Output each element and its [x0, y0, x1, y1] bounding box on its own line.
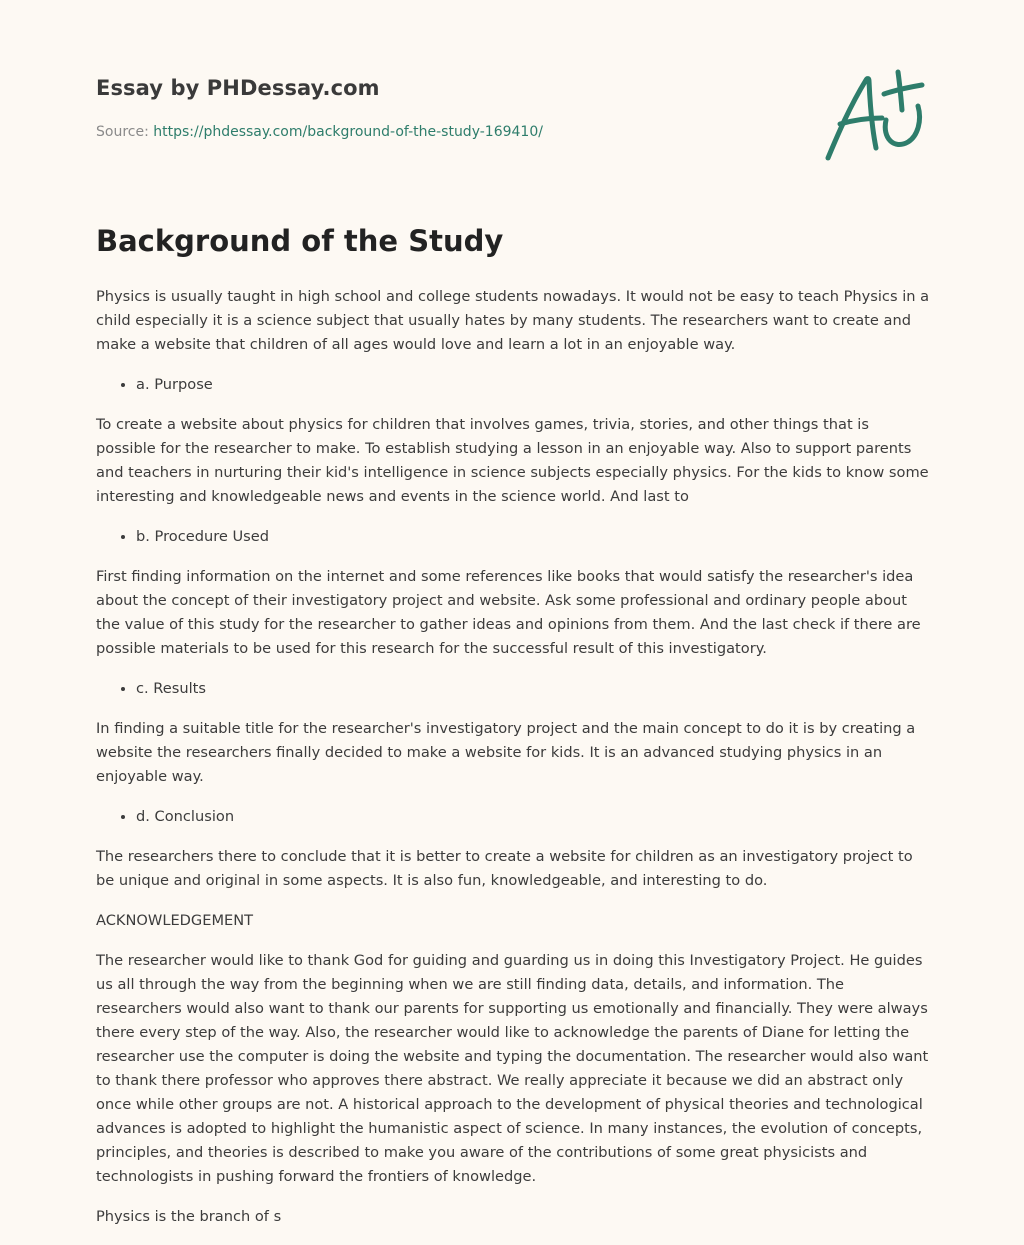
bullet-list	[96, 525, 932, 549]
source-link[interactable]: https://phdessay.com/background-of-the-study-169410/	[153, 124, 543, 140]
list-item: • a. Purpose	[136, 373, 932, 397]
paragraph: First finding information on the internet and some references like books that would satisfy the researcher's idea about the concept of their investigatory project and website. Ask some professional and ordinary people about the value of this study for the researcher to gather ideas and opinions from them. And the last check if there are possible materials to be used for this research for the successful result of this investigatory.	[96, 568, 921, 657]
paragraph: Physics is usually taught in high school and college students nowadays. It would not be easy to teach Physics in a child especially it is a science subject that usually hates by many students. The researchers want to create and make a website that children of all ages would love and learn a lot in an enjoyable way.	[96, 288, 930, 353]
paragraph: The researcher would like to thank God for guiding and guarding us in doing this Investigatory Project. He guides us all through the way from the beginning when we are still finding data, details, and information. The researchers would also want to thank our parents for supporting us emotionally and financially. They were always there every step of the way. Also, the researcher would like to acknowledge the parents of Diane for letting the researcher use the computer is doing the website and typing the documentation. The researcher would also want to thank there professor who approves there abstract. We really appreciate it because we did an abstract only once while other groups are not. A historical approach to the development of physical theories and technological advances is adopted to highlight the humanistic aspect of science. In many instances, the evolution of concepts, principles, and theories is described to make you aware of the contributions of some great physicists and technologists in pushing forward the frontiers of knowledge.	[96, 952, 929, 1185]
paragraph: Physics is the branch of s	[96, 1208, 282, 1225]
source-line	[96, 124, 543, 140]
paragraph: The researchers there to conclude that it is better to create a website for children as an investigatory project to be unique and original in some aspects. It is also fun, knowledgeable, and interesting to do.	[96, 848, 913, 889]
bullet-list	[96, 373, 932, 397]
bullet-list	[96, 677, 932, 701]
a-plus-logo-icon	[820, 66, 930, 166]
page-title: Background of the Study	[96, 224, 504, 258]
essay-body	[96, 285, 932, 1245]
list-item: • c. Results	[136, 677, 932, 701]
list-item: • b. Procedure Used	[136, 525, 932, 549]
list-item: • d. Conclusion	[136, 805, 932, 829]
site-brand: Essay by PHDessay.com	[96, 76, 380, 100]
paragraph: To create a website about physics for children that involves games, trivia, stories, and other things that is possible for the researcher to make. To establish studying a lesson in an enjoyable way. Also to support parents and teachers in nurturing their kid's intelligence in science subjects especially physics. For the kids to know some interesting and knowledgeable news and events in the science world. And last to	[96, 416, 929, 505]
bullet-list	[96, 805, 932, 829]
source-label: Source:	[96, 124, 149, 140]
paragraph: In finding a suitable title for the researcher's investigatory project and the main concept to do it is by creating a website the researchers finally decided to make a website for kids. It is an advanced studying physics in an enjoyable way.	[96, 720, 916, 785]
section-heading: ACKNOWLEDGEMENT	[96, 912, 254, 929]
